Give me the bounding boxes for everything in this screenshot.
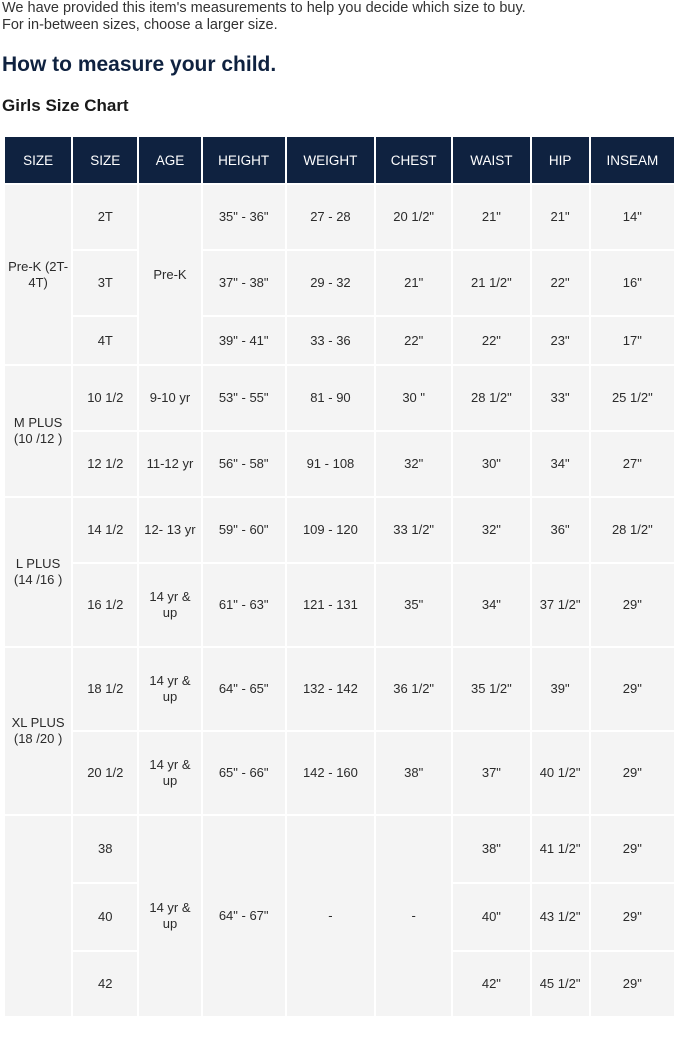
table-row <box>5 648 674 730</box>
inseam-cell: 17" <box>591 317 674 364</box>
height-cell: 53" - 55" <box>203 366 285 430</box>
inseam-cell: 29" <box>591 816 674 882</box>
chart-title: Girls Size Chart <box>2 96 129 115</box>
table-row <box>5 732 674 814</box>
size-chart-table <box>3 135 676 1018</box>
weight-cell: 142 - 160 <box>287 732 374 814</box>
hip-cell: 21" <box>532 185 589 249</box>
weight-cell: 109 - 120 <box>287 498 374 562</box>
inseam-cell: 29" <box>591 648 674 730</box>
size-cell: 16 1/2 <box>73 564 137 646</box>
waist-cell: 28 1/2" <box>453 366 529 430</box>
weight-cell: 91 - 108 <box>287 432 374 496</box>
size-cell: 38 <box>73 816 137 882</box>
age-cell: 14 yr & up <box>139 564 200 646</box>
height-cell: 56" - 58" <box>203 432 285 496</box>
size-group-xl-plus: XL PLUS (18 /20 ) <box>5 648 71 814</box>
size-group-prek: Pre-K (2T-4T) <box>5 185 71 364</box>
inseam-cell: 25 1/2" <box>591 366 674 430</box>
hip-cell: 39" <box>532 648 589 730</box>
size-cell: 20 1/2 <box>73 732 137 814</box>
inseam-cell: 16" <box>591 251 674 315</box>
waist-cell: 21 1/2" <box>453 251 529 315</box>
age-cell: 14 yr & up <box>139 648 200 730</box>
height-cell: 35" - 36" <box>203 185 285 249</box>
chest-cell-big: - <box>376 816 451 1016</box>
inseam-cell: 29" <box>591 952 674 1016</box>
age-cell: 14 yr & up <box>139 732 200 814</box>
table-row <box>5 816 674 882</box>
age-cell: 9-10 yr <box>139 366 200 430</box>
weight-cell-big: - <box>287 816 374 1016</box>
header-size-group: SIZE <box>5 137 71 183</box>
waist-cell: 38" <box>453 816 529 882</box>
size-cell: 14 1/2 <box>73 498 137 562</box>
chest-cell: 32" <box>376 432 451 496</box>
waist-cell: 35 1/2" <box>453 648 529 730</box>
hip-cell: 45 1/2" <box>532 952 589 1016</box>
table-row <box>5 366 674 430</box>
age-cell-big: 14 yr & up <box>139 816 200 1016</box>
chest-cell: 22" <box>376 317 451 364</box>
chest-cell: 21" <box>376 251 451 315</box>
size-cell: 4T <box>73 317 137 364</box>
waist-cell: 42" <box>453 952 529 1016</box>
header-inseam: INSEAM <box>591 137 674 183</box>
weight-cell: 27 - 28 <box>287 185 374 249</box>
weight-cell: 33 - 36 <box>287 317 374 364</box>
how-to-measure-link[interactable]: How to measure your child. <box>2 53 277 76</box>
table-row <box>5 185 674 249</box>
header-waist: WAIST <box>453 137 529 183</box>
inseam-cell: 29" <box>591 884 674 950</box>
size-group-blank <box>5 816 71 1016</box>
size-cell: 2T <box>73 185 137 249</box>
hip-cell: 36" <box>532 498 589 562</box>
size-cell: 18 1/2 <box>73 648 137 730</box>
size-cell: 10 1/2 <box>73 366 137 430</box>
header-hip: HIP <box>532 137 589 183</box>
chest-cell: 33 1/2" <box>376 498 451 562</box>
inseam-cell: 27" <box>591 432 674 496</box>
hip-cell: 43 1/2" <box>532 884 589 950</box>
hip-cell: 23" <box>532 317 589 364</box>
weight-cell: 121 - 131 <box>287 564 374 646</box>
header-age: AGE <box>139 137 200 183</box>
inseam-cell: 14" <box>591 185 674 249</box>
weight-cell: 29 - 32 <box>287 251 374 315</box>
size-group-m-plus: M PLUS (10 /12 ) <box>5 366 71 496</box>
header-size: SIZE <box>73 137 137 183</box>
header-height: HEIGHT <box>203 137 285 183</box>
waist-cell: 21" <box>453 185 529 249</box>
chest-cell: 20 1/2" <box>376 185 451 249</box>
table-row <box>5 564 674 646</box>
hip-cell: 41 1/2" <box>532 816 589 882</box>
hip-cell: 33" <box>532 366 589 430</box>
waist-cell: 22" <box>453 317 529 364</box>
height-cell-big: 64" - 67" <box>203 816 285 1016</box>
table-row <box>5 317 674 364</box>
table-row <box>5 498 674 562</box>
waist-cell: 32" <box>453 498 529 562</box>
header-chest: CHEST <box>376 137 451 183</box>
inseam-cell: 29" <box>591 732 674 814</box>
waist-cell: 40" <box>453 884 529 950</box>
waist-cell: 30" <box>453 432 529 496</box>
header-weight: WEIGHT <box>287 137 374 183</box>
chest-cell: 30 " <box>376 366 451 430</box>
header-row <box>5 137 674 183</box>
intro-line-2: For in-between sizes, choose a larger size. <box>2 17 278 33</box>
height-cell: 61" - 63" <box>203 564 285 646</box>
weight-cell: 132 - 142 <box>287 648 374 730</box>
hip-cell: 37 1/2" <box>532 564 589 646</box>
size-cell: 12 1/2 <box>73 432 137 496</box>
waist-cell: 34" <box>453 564 529 646</box>
chest-cell: 38" <box>376 732 451 814</box>
height-cell: 59" - 60" <box>203 498 285 562</box>
inseam-cell: 28 1/2" <box>591 498 674 562</box>
hip-cell: 40 1/2" <box>532 732 589 814</box>
age-cell-prek: Pre-K <box>139 185 200 364</box>
size-cell: 3T <box>73 251 137 315</box>
age-cell: 11-12 yr <box>139 432 200 496</box>
inseam-cell: 29" <box>591 564 674 646</box>
height-cell: 64" - 65" <box>203 648 285 730</box>
height-cell: 37" - 38" <box>203 251 285 315</box>
weight-cell: 81 - 90 <box>287 366 374 430</box>
height-cell: 39" - 41" <box>203 317 285 364</box>
intro-text <box>2 0 526 34</box>
hip-cell: 22" <box>532 251 589 315</box>
size-group-l-plus: L PLUS (14 /16 ) <box>5 498 71 646</box>
table-row <box>5 432 674 496</box>
chest-cell: 35" <box>376 564 451 646</box>
hip-cell: 34" <box>532 432 589 496</box>
waist-cell: 37" <box>453 732 529 814</box>
height-cell: 65" - 66" <box>203 732 285 814</box>
table-row <box>5 251 674 315</box>
size-cell: 42 <box>73 952 137 1016</box>
age-cell: 12- 13 yr <box>139 498 200 562</box>
intro-line-1: We have provided this item's measurements to help you decide which size to buy. <box>2 0 526 16</box>
chest-cell: 36 1/2" <box>376 648 451 730</box>
size-cell: 40 <box>73 884 137 950</box>
